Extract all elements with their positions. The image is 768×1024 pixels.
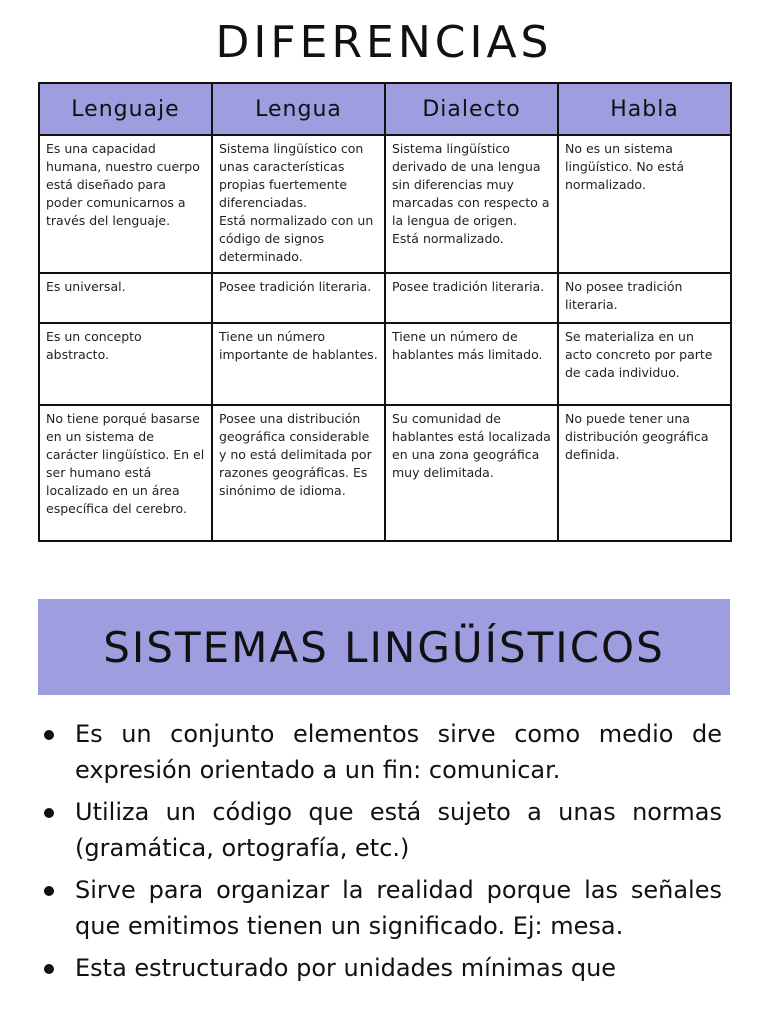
table-cell [385,135,558,273]
table-cell [212,405,385,541]
cell-text: No posee tradición literaria. [565,279,683,312]
table-row [39,273,731,323]
cell-text: Posee una distribución geográfica considerable y no está delimitada por razones geográficas. Es sinónimo de idioma. [219,411,372,498]
cell-text: No puede tener una distribución geográfica definida. [565,411,709,462]
bullet-dot-icon [44,730,54,740]
cell-text: Es una capacidad humana, nuestro cuerpo está diseñado para poder comunicarnos a través del lenguaje. [46,141,200,228]
cell-text: Está normalizado. [392,231,504,246]
section-title: SISTEMAS LINGÜÍSTICOS [103,622,665,672]
bullet-list [38,716,722,992]
cell-text: Sistema lingüístico derivado de una lengua sin diferencias muy marcadas con respecto a la lengua de origen. [392,141,550,228]
cell-text: Posee tradición literaria. [392,279,545,294]
header-habla: Habla [558,83,731,135]
cell-text: No tiene porqué basarse en un sistema de carácter lingüístico. En el ser humano está localizado en un área específica del cerebro. [46,411,205,516]
cell-text: No es un sistema lingüístico. No está normalizado. [565,141,685,192]
table-row [39,135,731,273]
header-lengua: Lengua [212,83,385,135]
cell-text: Posee tradición literaria. [219,279,372,294]
cell-text: Es un concepto abstracto. [46,329,142,362]
table-cell [558,323,731,405]
bullet-dot-icon [44,964,54,974]
cell-text: Está normalizado con un código de signos determinado. [219,213,374,264]
table-header-row [39,83,731,135]
table-cell [212,323,385,405]
cell-text: Sistema lingüístico con unas características propias fuertemente diferenciadas. [219,141,364,210]
cell-text: Se materializa en un acto concreto por parte de cada individuo. [565,329,713,380]
cell-text: Es universal. [46,279,126,294]
table-cell [385,273,558,323]
list-item [38,872,722,944]
cell-text: Tiene un número de hablantes más limitado. [392,329,543,362]
header-dialecto: Dialecto [385,83,558,135]
table-cell [385,323,558,405]
table-cell [39,405,212,541]
table-cell [212,273,385,323]
table-cell [212,135,385,273]
list-item [38,716,722,788]
bullet-dot-icon [44,886,54,896]
cell-text: Su comunidad de hablantes está localizada en una zona geográfica muy delimitada. [392,411,551,480]
list-item [38,950,722,986]
table-cell [39,135,212,273]
header-lenguaje: Lenguaje [39,83,212,135]
list-item-text: Es un conjunto elementos sirve como medio de expresión orientado a un fin: comunicar. [75,720,722,784]
table-cell [558,273,731,323]
differences-table [38,82,732,542]
list-item-text: Utiliza un código que está sujeto a unas normas (gramática, ortografía, etc.) [75,798,722,862]
list-item-text: Sirve para organizar la realidad porque las señales que emitimos tienen un significado. Ej: mesa. [75,876,722,940]
table-row [39,323,731,405]
table-cell [39,273,212,323]
section-banner [38,599,730,695]
page-title: DIFERENCIAS [215,17,553,68]
table-cell [39,323,212,405]
cell-text: Tiene un número importante de hablantes. [219,329,378,362]
table-cell [558,405,731,541]
table-cell [385,405,558,541]
table-row [39,405,731,541]
table-cell [558,135,731,273]
bullet-dot-icon [44,808,54,818]
list-item-text: Esta estructurado por unidades mínimas que [75,954,617,982]
list-item [38,794,722,866]
